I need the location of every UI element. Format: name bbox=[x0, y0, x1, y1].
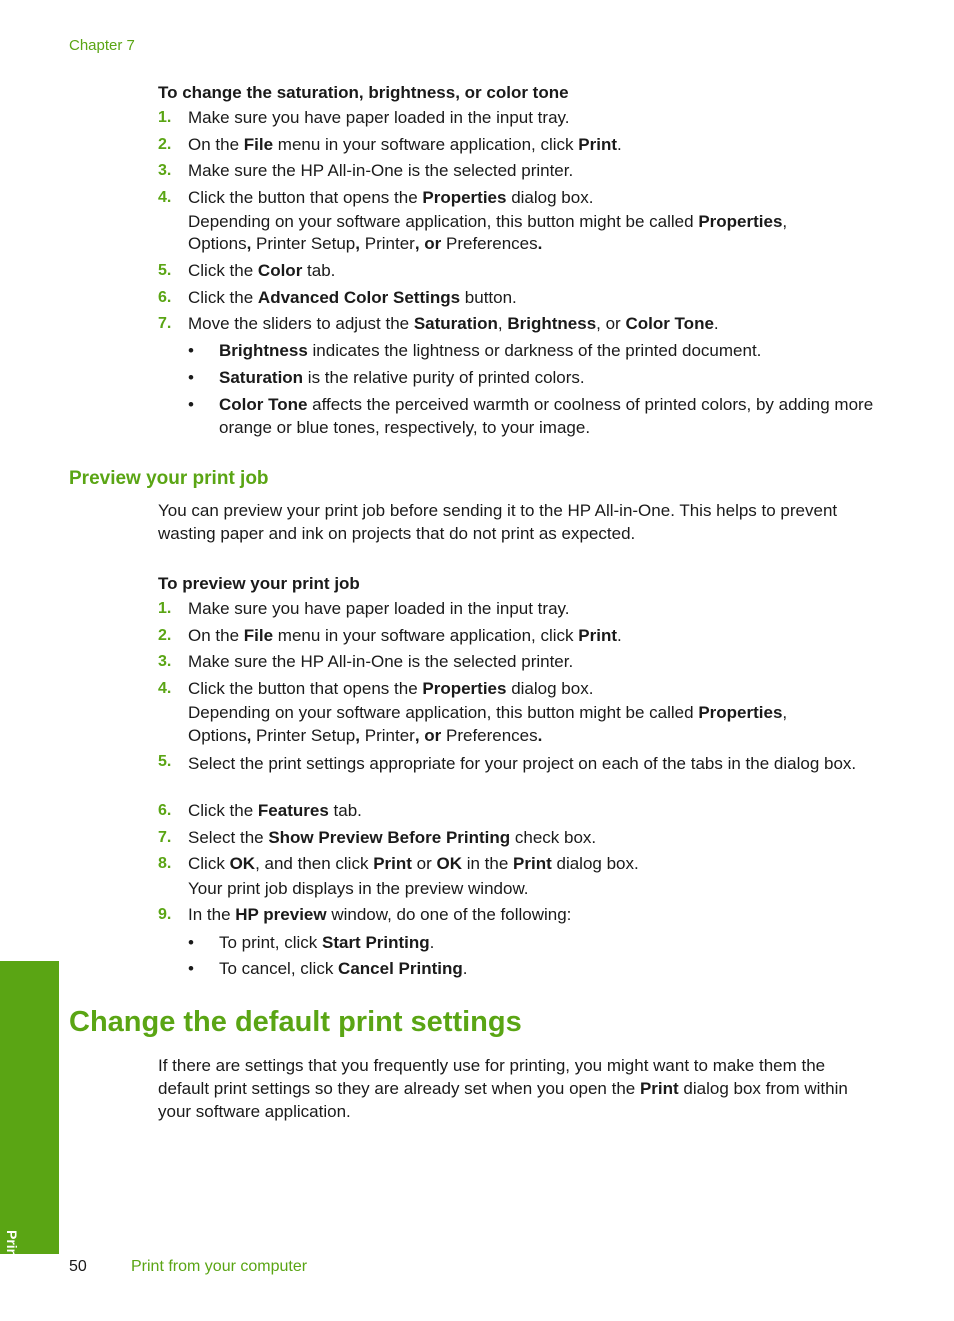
bold-text: Advanced Color Settings bbox=[257, 288, 461, 307]
text: Make sure the HP All-in-One is the selected printer. bbox=[188, 161, 574, 180]
text: On the bbox=[188, 626, 244, 645]
section-heading: Preview your print job bbox=[69, 468, 269, 489]
procedure-title: To preview your print job bbox=[158, 574, 360, 593]
step-number: 6. bbox=[158, 802, 172, 819]
text: dialog box. bbox=[506, 679, 594, 698]
text: Preferences bbox=[445, 726, 538, 745]
text: is the relative purity of printed colors. bbox=[303, 368, 585, 387]
chapter-label: Chapter 7 bbox=[69, 37, 135, 54]
text: dialog box from within your software application. bbox=[158, 1079, 848, 1121]
text: . bbox=[462, 959, 468, 978]
bold-text: Print bbox=[639, 1079, 679, 1098]
step-text bbox=[188, 161, 573, 181]
bold-text: , bbox=[246, 234, 257, 253]
bold-text: , or bbox=[414, 234, 446, 253]
text: Click the bbox=[188, 288, 258, 307]
step-number: 1. bbox=[158, 600, 172, 617]
text: . bbox=[617, 135, 622, 154]
text: or bbox=[411, 854, 437, 873]
bold-text: . bbox=[537, 234, 543, 253]
step-text bbox=[188, 626, 622, 646]
text: On the bbox=[188, 135, 244, 154]
step-text bbox=[188, 188, 593, 208]
bullet-item bbox=[188, 367, 878, 390]
bold-text: OK bbox=[229, 854, 256, 873]
intro-paragraph: You can preview your print job before sending it to the HP All-in-One. This helps to prevent wasting paper and ink on projects that do not print as expected. bbox=[158, 501, 838, 543]
bold-text: Properties bbox=[698, 703, 783, 722]
text: . bbox=[713, 314, 719, 333]
page-number: 50 bbox=[69, 1258, 87, 1275]
bold-text: , bbox=[355, 234, 365, 253]
bold-text: Saturation bbox=[413, 314, 498, 333]
text: check box. bbox=[510, 828, 597, 847]
step-text bbox=[188, 135, 622, 155]
step-note bbox=[188, 234, 542, 254]
step-text bbox=[188, 752, 873, 775]
step-number: 6. bbox=[158, 289, 172, 306]
text: menu in your software application, click bbox=[273, 626, 579, 645]
body-paragraph bbox=[158, 1054, 873, 1123]
step-number: 5. bbox=[158, 262, 172, 279]
text: indicates the lightness or darkness of the printed document. bbox=[307, 341, 762, 360]
bullet-item bbox=[188, 932, 878, 955]
bullet-item bbox=[188, 394, 878, 439]
bold-text: File bbox=[243, 135, 274, 154]
text: , bbox=[782, 212, 788, 231]
bold-text: Color bbox=[257, 261, 303, 280]
text: dialog box. bbox=[551, 854, 639, 873]
text: Click the button that opens the bbox=[188, 679, 423, 698]
text: Click the button that opens the bbox=[188, 188, 423, 207]
text: button. bbox=[460, 288, 517, 307]
text: Select the print settings appropriate for your project on each of the tabs in the dialog box. bbox=[188, 754, 857, 773]
side-tab bbox=[0, 961, 59, 1254]
text: Depending on your software application, this button might be called bbox=[188, 703, 699, 722]
step-number: 4. bbox=[158, 189, 172, 206]
bold-text: , or bbox=[414, 726, 446, 745]
bold-text: Properties bbox=[698, 212, 783, 231]
bold-text: Print bbox=[513, 854, 552, 873]
text: window, do one of the following: bbox=[326, 905, 572, 924]
step-text bbox=[188, 261, 335, 281]
step-text bbox=[188, 314, 719, 334]
text: Click the bbox=[188, 801, 258, 820]
bold-text: Print bbox=[578, 626, 617, 645]
text: Printer Setup bbox=[256, 726, 356, 745]
step-number: 4. bbox=[158, 680, 172, 697]
step-number: 8. bbox=[158, 855, 172, 872]
bold-text: , bbox=[355, 726, 365, 745]
text: Move the sliders to adjust the bbox=[188, 314, 414, 333]
step-number: 5. bbox=[158, 753, 172, 770]
bold-text: Print bbox=[578, 135, 617, 154]
step-text bbox=[188, 652, 573, 672]
text: Click bbox=[188, 854, 230, 873]
text: Depending on your software application, this button might be called bbox=[188, 212, 699, 231]
step-number: 2. bbox=[158, 627, 172, 644]
text: , bbox=[497, 314, 508, 333]
text: Printer bbox=[364, 726, 415, 745]
bold-text: Cancel Printing bbox=[338, 959, 463, 978]
bold-text: OK bbox=[436, 854, 462, 873]
side-tab-label: Print bbox=[4, 1230, 20, 1262]
footer-title: Print from your computer bbox=[131, 1258, 308, 1275]
step-number: 7. bbox=[158, 829, 172, 846]
step-text bbox=[188, 679, 593, 699]
text: Click the bbox=[188, 261, 258, 280]
step-note bbox=[188, 703, 787, 723]
text: in the bbox=[461, 854, 514, 873]
text: Options bbox=[188, 234, 247, 253]
text: Select the bbox=[188, 828, 269, 847]
step-note bbox=[188, 212, 787, 232]
text: In the bbox=[188, 905, 236, 924]
bold-text: Brightness bbox=[219, 341, 308, 360]
bold-text: Print bbox=[373, 854, 412, 873]
bold-text: Properties bbox=[422, 188, 507, 207]
text: To cancel, click bbox=[219, 959, 339, 978]
bold-text: Saturation bbox=[219, 368, 304, 387]
step-number: 1. bbox=[158, 109, 172, 126]
step-number: 9. bbox=[158, 906, 172, 923]
text: If there are settings that you frequently use for printing, you might want to make them the default print settings so they are already set when you open the bbox=[158, 1056, 826, 1098]
text: tab. bbox=[302, 261, 336, 280]
step-text bbox=[188, 854, 639, 874]
step-text bbox=[188, 801, 362, 821]
step-text bbox=[188, 828, 596, 848]
bold-text: Start Printing bbox=[321, 933, 430, 952]
text: , bbox=[782, 703, 788, 722]
bold-text: Brightness bbox=[507, 314, 597, 333]
text: Make sure you have paper loaded in the input tray. bbox=[188, 599, 570, 618]
bold-text: , bbox=[246, 726, 257, 745]
bold-text: Show Preview Before Printing bbox=[268, 828, 511, 847]
step-number: 3. bbox=[158, 162, 172, 179]
procedure-title: To change the saturation, brightness, or color tone bbox=[158, 83, 569, 102]
text: . bbox=[617, 626, 622, 645]
text: dialog box. bbox=[506, 188, 594, 207]
step-note bbox=[188, 726, 542, 746]
text: , or bbox=[596, 314, 626, 333]
text: Printer Setup bbox=[256, 234, 356, 253]
bold-text: Properties bbox=[422, 679, 507, 698]
text: To print, click bbox=[219, 933, 322, 952]
step-number: 2. bbox=[158, 136, 172, 153]
text: menu in your software application, click bbox=[273, 135, 579, 154]
step-text bbox=[188, 288, 517, 308]
bold-text: HP preview bbox=[235, 905, 327, 924]
step-number: 3. bbox=[158, 653, 172, 670]
bold-text: Features bbox=[257, 801, 329, 820]
page-heading: Change the default print settings bbox=[69, 1006, 522, 1038]
bold-text: Color Tone bbox=[625, 314, 714, 333]
bullet-item bbox=[188, 958, 878, 981]
step-text bbox=[188, 599, 569, 619]
step-note: Your print job displays in the preview window. bbox=[188, 879, 529, 898]
bullet-item bbox=[188, 340, 878, 363]
bold-text: File bbox=[243, 626, 274, 645]
text: Options bbox=[188, 726, 247, 745]
text: Make sure you have paper loaded in the input tray. bbox=[188, 108, 570, 127]
text: tab. bbox=[328, 801, 362, 820]
step-text bbox=[188, 905, 571, 925]
text: . bbox=[429, 933, 435, 952]
text: Printer bbox=[364, 234, 415, 253]
bold-text: Color Tone bbox=[219, 395, 308, 414]
text: affects the perceived warmth or coolness of printed colors, by adding more orange or blue tones, respectively, to your image. bbox=[219, 395, 874, 437]
bold-text: . bbox=[537, 726, 543, 745]
text: Preferences bbox=[445, 234, 538, 253]
text: , and then click bbox=[255, 854, 374, 873]
step-number: 7. bbox=[158, 315, 172, 332]
text: Make sure the HP All-in-One is the selected printer. bbox=[188, 652, 574, 671]
step-text bbox=[188, 108, 569, 128]
